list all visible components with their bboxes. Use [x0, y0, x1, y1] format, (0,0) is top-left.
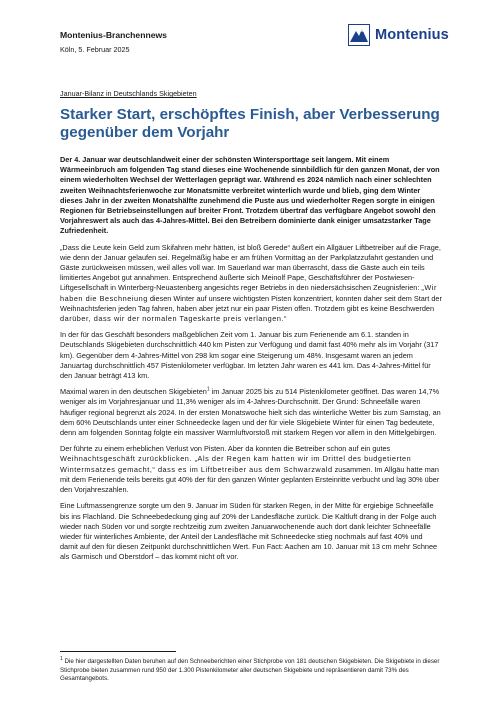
paragraph-4-text-c: zusammen. Im Allgäu hatte man mit dem Ferienende teils bereits gut 40% der für den ganzen Winter geplanten Ersteinritte verbucht und lag 30% über den Vorjahreszahlen. [60, 464, 440, 495]
mountain-logo-icon [348, 24, 370, 46]
paragraph-1-text-a: „Dass die Leute kein Geld zum Skifahren mehr hätten, ist bloß Gerede“ äußert ein Allgäuer Liftbetreiber auf die Frage, wie denn der Januar gelaufen sei. Regelmäßig habe er am frühen Vormittag an der Parkplatzzufahrt gestanden und Gäste zurückweisen müssen, weil alles voll war. Im Sauerland war man überrascht, dass die Gäste auch ein teils limitiertes Angebot gut annahmen. Entsprechend äußerte sich Meinolf Pape, Geschäftsführer der Postwiesen-Liftgesellschaft in Winterberg-Neuastenberg angesichts reger Betriebs in den niedersächsischen Zeugnisferien: [60, 242, 441, 293]
footnote-text: Die hier dargestellten Daten beruhen auf den Schneeberichten einer Stichprobe von 181 deutschen Skigebieten. Die Skigebiete in dieser Stichprobe bieten zusammen rund 950 der 1.300 Pistenkilometer aller deutschen Skigebiete und repräsentieren damit 73% des Gesamtangebots. [60, 658, 440, 683]
paragraph-4-quote: Weihnachtsgeschäft zurückblicken. „Als der Regen kam hatten wir im Drittel des budgetierten Wintermsatzes gemacht,“ dass es im Liftbetreiber aus dem Schwarzwald [60, 454, 412, 474]
paragraph-1-text-c: diesen Winter auf unsere wichtigsten Pisten konzentriert, konnten daher seit dem Start der Weihnachtsferien jeden Tag fahren, haben aber jetzt nur ein paar Pisten offen. Trotzdem gibt es keine Beschwerden [60, 293, 442, 313]
footnote-divider [60, 651, 176, 652]
footnote-reference[interactable]: 1 [206, 386, 210, 393]
paragraph-1 [60, 243, 442, 325]
publication-date: Köln, 5. Februar 2025 [60, 45, 130, 54]
footnote-number: 1 [60, 655, 63, 662]
paragraph-3-text-b: im Januar 2025 bis zu 514 Pistenkilometer geöffnet. Das waren 14,7% weniger als im Vorjahresjanuar und 11,3% weniger als im 4-Jahres-Durchschnitt. Der Grund: Schneefälle waren häufiger regional begrenzt als 2024. In der ersten Monatswoche hielt sich das winterliche Wetter bis zum Samstag, an dem 60% Deutschlands unter einer Schneedecke lagen und der für viele Skigebiete Winter für einen Tag bedeutete, denn am folgenden Sonntag folgte ein massiver Warmluftvorstoß mit starkem Regen vor allem in den Mittelgebirgen. [60, 387, 441, 438]
newsletter-title: Montenius-Branchennews [60, 30, 167, 40]
logo-wordmark: Montenius [375, 27, 449, 43]
paragraph-4-text-a: Der führte zu einem erheblichen Verlust von Pisten. Aber da konnten die Betreiber schon auf ein gutes [60, 444, 391, 454]
document-header [60, 30, 167, 55]
paragraph-1-quote-d: darüber, dass wir der normalen Tageskarte preis verlangen.“ [60, 314, 287, 324]
paragraph-3-text-a: Maximal waren in den deutschen Skigebieten [60, 387, 207, 397]
montenius-logo [348, 24, 466, 50]
lead-paragraph: Der 4. Januar war deutschlandweit einer der schönsten Wintersporttage seit langem. Mit einem Wärmeeinbruch am folgenden Tag stand dieses eine Wochenende sinnbildlich für den ganzen Monat, der von einem wiederholten Wechsel der Wetterlagen geprägt war. Während es 2024 nämlich nach einer schlechten zweiten Weihnachtsferienwoche zur Monatsmitte verbreitet winterlich wurde und blieb, ging dem Winter dieses Jahr in der zweiten Monatshälfte zunehmend die Puste aus und wiederholter Regen sorgte in einigen Regionen für Betriebseinstellungen auf breiter Front. Trotzdem übertraf das verfügbare Angebot sowohl den Vorjahreswert als auch das 4-Jahres-Mittel. Bei den Betreibern dominierte dank einiger umsatzstarker Tage Zufriedenheit. [60, 155, 440, 236]
article-headline: Starker Start, erschöpftes Finish, aber Verbesserung gegenüber dem Vorjahr [60, 106, 440, 141]
article-body [60, 155, 442, 569]
footnote [60, 655, 442, 684]
paragraph-5: Eine Luftmassengrenze sorgte um den 9. Januar im Süden für starken Regen, in der Mitte für ergiebige Schneefälle bis ins Flachland. Die Schneebedeckung ging auf 20% der Landesfläche zurück. Die Kaltluft drang in der Folge auch wieder nach Süden vor und sorgte rechtzeitig zum zweiten Januarwochenende auch dort dank leichter Schneefälle wieder für winterliches Ambiente, der Anteil der Landesfläche mit Schneedecke stieg nochmals auf fast 40% und damit auf den für diesen Zeitpunkt durchschnittlichen Wert. Fun Fact: Aachen am 10. Januar mit 13 cm mehr Schnee als Garmisch und Oberstdorf – das kommt nicht oft vor. [60, 501, 438, 562]
paragraph-3 [60, 387, 442, 438]
paragraph-1-quote-a: „Wir haben die Beschneiung [60, 283, 437, 303]
paragraph-2: In der für das Geschäft besonders maßgeblichen Zeit vom 1. Januar bis zum Ferienende am 6.1. standen in Deutschlands Skigebieten durchschnittlich 440 km Pisten zur Verfügung und damit fast 40% mehr als im Vorjahr (317 km). Gegenüber dem 4-Jahres-Mittel von 298 km sogar eine Steigerung um 48%. Insgesamt waren an jedem Januartag durchschnittlich 457 Pistenkilometer verfügbar. Im letzten Jahr waren es 441 km. Das 4-Jahres-Mittel für den Januar beträgt 413 km. [60, 330, 439, 381]
paragraph-4 [60, 444, 442, 495]
article-kicker: Januar-Bilanz in Deutschlands Skigebieten [60, 89, 197, 98]
